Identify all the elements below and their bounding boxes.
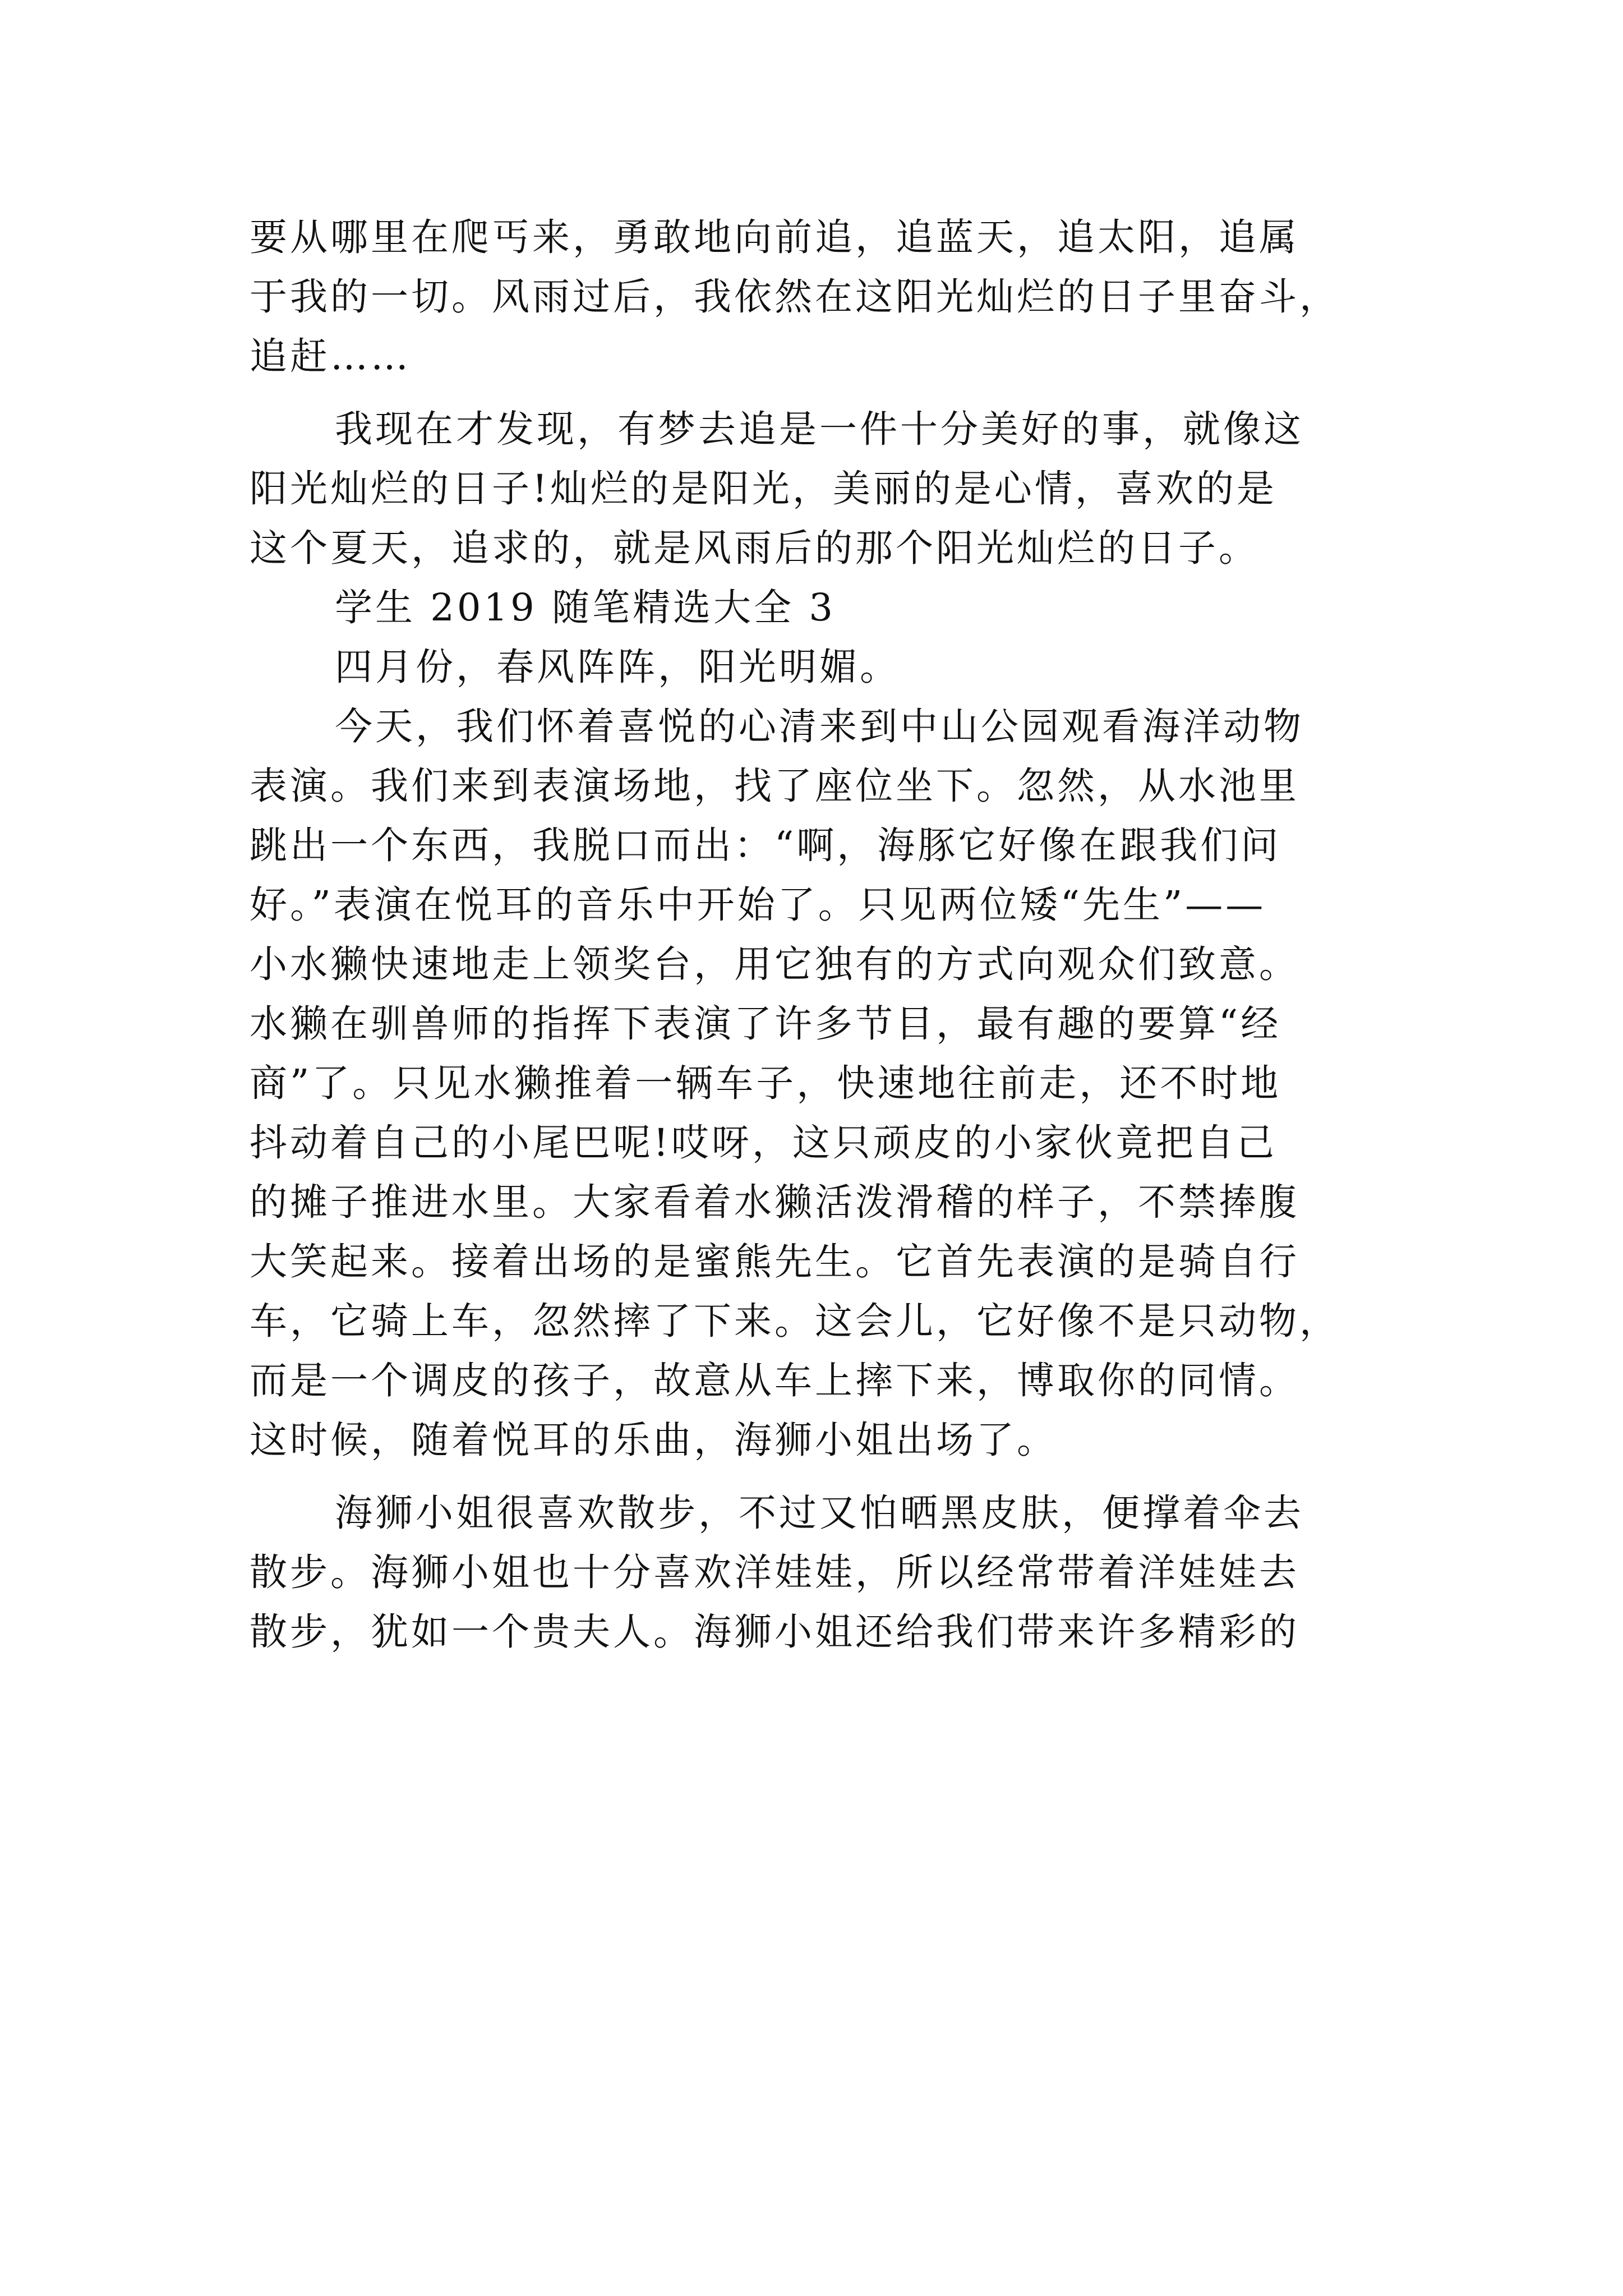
text-line: 抖动着自己的小尾巴呢!哎呀，这只顽皮的小家伙竟把自己 (250, 1121, 1277, 1165)
text-line: 商”了。只见水獭推着一辆车子，快速地往前走，还不时地 (250, 1061, 1281, 1105)
text-line: 好。”表演在悦耳的音乐中开始了。只见两位矮“先生”—— (250, 883, 1266, 927)
text-line: 阳光灿烂的日子!灿烂的是阳光，美丽的是心情，喜欢的是 (250, 467, 1277, 510)
text-line: 水獭在驯兽师的指挥下表演了许多节目，最有趣的要算“经 (250, 1002, 1281, 1046)
text-line: 要从哪里在爬丐来，勇敢地向前追，追蓝天，追太阳，追属 (250, 215, 1299, 259)
text-line: 小水獭快速地走上领奖台，用它独有的方式向观众们致意。 (250, 942, 1299, 986)
text-line: 我现在才发现，有梦去追是一件十分美好的事，就像这 (335, 407, 1304, 451)
document-body (250, 208, 1377, 1662)
text-line: 车，它骑上车，忽然摔了下来。这会儿，它好像不是只动物， (250, 1299, 1340, 1343)
text-line: 跳出一个东西，我脱口而出：“啊，海豚它好像在跟我们问 (250, 823, 1281, 867)
text-line: 大笑起来。接着出场的是蜜熊先生。它首先表演的是骑自行 (250, 1240, 1299, 1283)
text-line: 散步。海狮小姐也十分喜欢洋娃娃，所以经常带着洋娃娃去 (250, 1550, 1299, 1594)
text-line: 今天，我们怀着喜悦的心清来到中山公园观看海洋动物 (335, 705, 1304, 748)
section-heading: 学生 2019 随笔精选大全 3 (335, 586, 836, 629)
text-line: 这个夏天，追求的，就是风雨后的那个阳光灿烂的日子。 (250, 526, 1259, 570)
text-line: 海狮小姐很喜欢散步，不过又怕晒黑皮肤，便撑着伞去 (335, 1491, 1304, 1535)
text-line: 而是一个调皮的孩子，故意从车上摔下来，博取你的同情。 (250, 1359, 1299, 1402)
text-line: 追赶…… (250, 334, 411, 378)
text-line: 这时候，随着悦耳的乐曲，海狮小姐出场了。 (250, 1418, 1057, 1462)
text-line: 散步，犹如一个贵夫人。海狮小姐还给我们带来许多精彩的 (250, 1610, 1299, 1654)
text-line: 表演。我们来到表演场地，找了座位坐下。忽然，从水池里 (250, 764, 1299, 808)
text-line: 四月份，春风阵阵，阳光明媚。 (335, 645, 900, 689)
text-line: 的摊子推进水里。大家看着水獭活泼滑稽的样子，不禁捧腹 (250, 1180, 1299, 1224)
text-line: 于我的一切。风雨过后，我依然在这阳光灿烂的日子里奋斗， (250, 275, 1340, 319)
